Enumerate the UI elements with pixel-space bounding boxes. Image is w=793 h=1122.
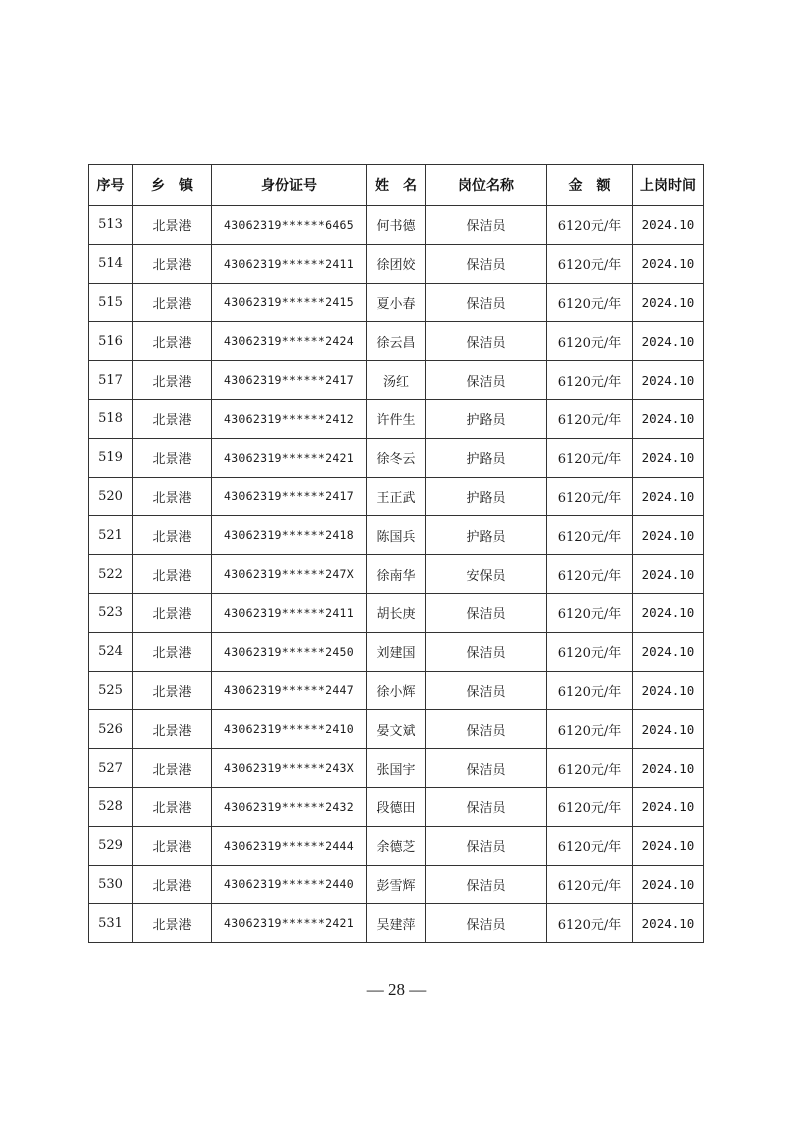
cell-index: 528 — [89, 787, 133, 826]
cell-name: 何书德 — [367, 206, 426, 245]
table-row — [89, 904, 704, 943]
cell-name: 晏文斌 — [367, 710, 426, 749]
cell-id-number: 43062319******2432 — [212, 787, 367, 826]
cell-position: 护路员 — [426, 477, 547, 516]
cell-position: 保洁员 — [426, 865, 547, 904]
col-header-name: 姓 名 — [367, 165, 426, 206]
cell-name: 段德田 — [367, 787, 426, 826]
cell-start-date: 2024.10 — [633, 361, 704, 400]
cell-amount: 6120元/年 — [547, 206, 633, 245]
cell-index: 524 — [89, 632, 133, 671]
cell-town: 北景港 — [133, 244, 212, 283]
table-row — [89, 283, 704, 322]
cell-index: 513 — [89, 206, 133, 245]
cell-town: 北景港 — [133, 749, 212, 788]
col-header-index: 序号 — [89, 165, 133, 206]
cell-index: 526 — [89, 710, 133, 749]
cell-town: 北景港 — [133, 361, 212, 400]
cell-amount: 6120元/年 — [547, 322, 633, 361]
col-header-amount: 金 额 — [547, 165, 633, 206]
cell-start-date: 2024.10 — [633, 671, 704, 710]
table-row — [89, 399, 704, 438]
cell-position: 保洁员 — [426, 632, 547, 671]
cell-position: 保洁员 — [426, 671, 547, 710]
cell-town: 北景港 — [133, 477, 212, 516]
cell-id-number: 43062319******2411 — [212, 593, 367, 632]
cell-start-date: 2024.10 — [633, 477, 704, 516]
cell-name: 许件生 — [367, 399, 426, 438]
cell-town: 北景港 — [133, 865, 212, 904]
cell-index: 514 — [89, 244, 133, 283]
cell-town: 北景港 — [133, 516, 212, 555]
cell-start-date: 2024.10 — [633, 322, 704, 361]
cell-amount: 6120元/年 — [547, 710, 633, 749]
cell-start-date: 2024.10 — [633, 206, 704, 245]
cell-id-number: 43062319******2421 — [212, 438, 367, 477]
cell-id-number: 43062319******2411 — [212, 244, 367, 283]
cell-name: 余德芝 — [367, 826, 426, 865]
cell-id-number: 43062319******2412 — [212, 399, 367, 438]
cell-town: 北景港 — [133, 438, 212, 477]
cell-name: 王正武 — [367, 477, 426, 516]
cell-position: 保洁员 — [426, 361, 547, 400]
cell-name: 彭雪辉 — [367, 865, 426, 904]
cell-position: 保洁员 — [426, 904, 547, 943]
cell-town: 北景港 — [133, 283, 212, 322]
cell-amount: 6120元/年 — [547, 593, 633, 632]
cell-id-number: 43062319******6465 — [212, 206, 367, 245]
cell-amount: 6120元/年 — [547, 787, 633, 826]
cell-position: 保洁员 — [426, 787, 547, 826]
cell-name: 汤红 — [367, 361, 426, 400]
cell-town: 北景港 — [133, 826, 212, 865]
cell-id-number: 43062319******2415 — [212, 283, 367, 322]
cell-amount: 6120元/年 — [547, 477, 633, 516]
cell-name: 胡长庚 — [367, 593, 426, 632]
table-row — [89, 749, 704, 788]
cell-id-number: 43062319******2418 — [212, 516, 367, 555]
cell-index: 522 — [89, 555, 133, 594]
cell-town: 北景港 — [133, 322, 212, 361]
table-row — [89, 710, 704, 749]
cell-amount: 6120元/年 — [547, 865, 633, 904]
cell-start-date: 2024.10 — [633, 516, 704, 555]
cell-id-number: 43062319******243X — [212, 749, 367, 788]
cell-start-date: 2024.10 — [633, 283, 704, 322]
cell-town: 北景港 — [133, 671, 212, 710]
table-row — [89, 516, 704, 555]
cell-index: 531 — [89, 904, 133, 943]
cell-amount: 6120元/年 — [547, 904, 633, 943]
cell-position: 护路员 — [426, 516, 547, 555]
cell-id-number: 43062319******2440 — [212, 865, 367, 904]
table-row — [89, 865, 704, 904]
table-row — [89, 477, 704, 516]
col-header-town: 乡 镇 — [133, 165, 212, 206]
cell-start-date: 2024.10 — [633, 826, 704, 865]
cell-town: 北景港 — [133, 710, 212, 749]
cell-name: 徐云昌 — [367, 322, 426, 361]
table-row — [89, 555, 704, 594]
cell-position: 护路员 — [426, 399, 547, 438]
cell-name: 徐冬云 — [367, 438, 426, 477]
cell-amount: 6120元/年 — [547, 749, 633, 788]
cell-position: 保洁员 — [426, 244, 547, 283]
table-row — [89, 826, 704, 865]
cell-id-number: 43062319******2450 — [212, 632, 367, 671]
cell-start-date: 2024.10 — [633, 749, 704, 788]
cell-name: 徐团姣 — [367, 244, 426, 283]
cell-start-date: 2024.10 — [633, 399, 704, 438]
cell-position: 保洁员 — [426, 593, 547, 632]
cell-index: 525 — [89, 671, 133, 710]
table-row — [89, 593, 704, 632]
cell-index: 530 — [89, 865, 133, 904]
cell-start-date: 2024.10 — [633, 865, 704, 904]
cell-start-date: 2024.10 — [633, 787, 704, 826]
cell-index: 523 — [89, 593, 133, 632]
cell-name: 陈国兵 — [367, 516, 426, 555]
cell-id-number: 43062319******2424 — [212, 322, 367, 361]
cell-name: 徐南华 — [367, 555, 426, 594]
cell-amount: 6120元/年 — [547, 399, 633, 438]
roster-table — [88, 164, 704, 943]
cell-id-number: 43062319******247X — [212, 555, 367, 594]
cell-index: 519 — [89, 438, 133, 477]
cell-town: 北景港 — [133, 555, 212, 594]
cell-index: 527 — [89, 749, 133, 788]
table-row — [89, 206, 704, 245]
cell-town: 北景港 — [133, 206, 212, 245]
col-header-id-number: 身份证号 — [212, 165, 367, 206]
cell-amount: 6120元/年 — [547, 555, 633, 594]
cell-index: 518 — [89, 399, 133, 438]
cell-town: 北景港 — [133, 399, 212, 438]
cell-amount: 6120元/年 — [547, 361, 633, 400]
cell-position: 保洁员 — [426, 749, 547, 788]
cell-position: 保洁员 — [426, 710, 547, 749]
cell-start-date: 2024.10 — [633, 593, 704, 632]
cell-position: 保洁员 — [426, 206, 547, 245]
cell-id-number: 43062319******2417 — [212, 361, 367, 400]
cell-name: 刘建国 — [367, 632, 426, 671]
cell-start-date: 2024.10 — [633, 438, 704, 477]
cell-position: 保洁员 — [426, 826, 547, 865]
cell-amount: 6120元/年 — [547, 516, 633, 555]
cell-start-date: 2024.10 — [633, 555, 704, 594]
cell-name: 吴建萍 — [367, 904, 426, 943]
table-row — [89, 671, 704, 710]
col-header-start-date: 上岗时间 — [633, 165, 704, 206]
table-header-row — [89, 165, 704, 206]
cell-index: 516 — [89, 322, 133, 361]
cell-position: 安保员 — [426, 555, 547, 594]
cell-position: 保洁员 — [426, 283, 547, 322]
cell-amount: 6120元/年 — [547, 826, 633, 865]
cell-town: 北景港 — [133, 593, 212, 632]
cell-position: 保洁员 — [426, 322, 547, 361]
cell-name: 徐小辉 — [367, 671, 426, 710]
table-row — [89, 438, 704, 477]
cell-town: 北景港 — [133, 904, 212, 943]
cell-id-number: 43062319******2417 — [212, 477, 367, 516]
cell-amount: 6120元/年 — [547, 671, 633, 710]
cell-amount: 6120元/年 — [547, 438, 633, 477]
table-row — [89, 322, 704, 361]
cell-start-date: 2024.10 — [633, 244, 704, 283]
cell-index: 520 — [89, 477, 133, 516]
cell-index: 515 — [89, 283, 133, 322]
table-row — [89, 632, 704, 671]
cell-id-number: 43062319******2444 — [212, 826, 367, 865]
page-number: — 28 — — [366, 980, 427, 999]
cell-id-number: 43062319******2410 — [212, 710, 367, 749]
cell-start-date: 2024.10 — [633, 904, 704, 943]
table-row — [89, 787, 704, 826]
cell-amount: 6120元/年 — [547, 244, 633, 283]
col-header-position: 岗位名称 — [426, 165, 547, 206]
cell-start-date: 2024.10 — [633, 632, 704, 671]
cell-id-number: 43062319******2421 — [212, 904, 367, 943]
cell-amount: 6120元/年 — [547, 283, 633, 322]
cell-start-date: 2024.10 — [633, 710, 704, 749]
cell-name: 张国宇 — [367, 749, 426, 788]
cell-index: 517 — [89, 361, 133, 400]
table-row — [89, 361, 704, 400]
cell-index: 529 — [89, 826, 133, 865]
cell-id-number: 43062319******2447 — [212, 671, 367, 710]
cell-position: 护路员 — [426, 438, 547, 477]
cell-index: 521 — [89, 516, 133, 555]
table-row — [89, 244, 704, 283]
cell-town: 北景港 — [133, 787, 212, 826]
cell-amount: 6120元/年 — [547, 632, 633, 671]
cell-town: 北景港 — [133, 632, 212, 671]
cell-name: 夏小春 — [367, 283, 426, 322]
